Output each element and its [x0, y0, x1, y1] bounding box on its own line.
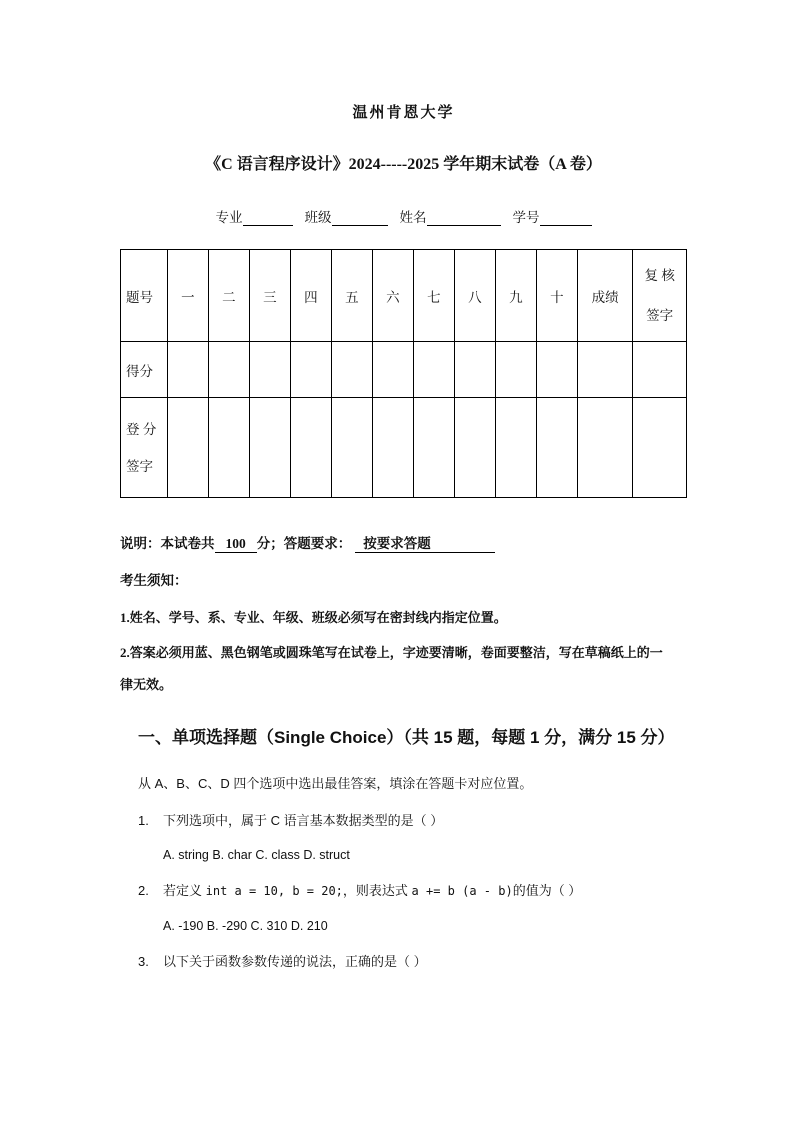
col-header-4: 四: [290, 250, 331, 342]
empty-sign-cell: [577, 398, 632, 498]
sign-label-line2: 签字: [126, 458, 153, 474]
empty-sign-cell: [633, 398, 687, 498]
empty-score-cell: [167, 342, 208, 398]
major-blank-line: [243, 211, 293, 226]
question-3: [138, 944, 687, 979]
empty-score-cell: [495, 342, 536, 398]
empty-sign-cell: [536, 398, 577, 498]
notice-title: 考生须知：: [120, 573, 188, 588]
section-1-intro: 从 A、B、C、D 四个选项中选出最佳答案，填涂在答题卡对应位置。: [138, 776, 533, 791]
empty-score-cell: [290, 342, 331, 398]
question-3-number: 3.: [138, 954, 149, 969]
question-2: [138, 873, 687, 909]
exam-statement-line: [120, 532, 687, 553]
question-2-number: 2.: [138, 883, 149, 898]
empty-sign-cell: [413, 398, 454, 498]
question-1-options: A. string B. char C. class D. struct: [163, 848, 350, 862]
col-header-2: 二: [208, 250, 249, 342]
col-header-5: 五: [331, 250, 372, 342]
empty-sign-cell: [495, 398, 536, 498]
name-blank-line: [427, 211, 501, 226]
empty-sign-cell: [372, 398, 413, 498]
question-2-code-1: int a = 10, b = 20;: [205, 884, 343, 898]
empty-score-cell: [633, 342, 687, 398]
section-1-heading: 一、单项选择题（Single Choice）（共 15 题，每题 1 分，满分 15 分）: [138, 728, 675, 747]
statement-part2: 分；答题要求：: [256, 536, 352, 551]
sign-label-line1: 登 分: [126, 421, 157, 437]
sign-row-label-cell: [121, 398, 168, 498]
question-no-header-cell: 题号: [121, 250, 168, 342]
question-1: [138, 803, 687, 838]
col-header-8: 八: [454, 250, 495, 342]
score-table-sign-row: [121, 398, 687, 498]
answer-requirement: 按要求答题: [355, 532, 495, 553]
col-header-10: 十: [536, 250, 577, 342]
question-list: [138, 803, 687, 979]
question-1-number: 1.: [138, 813, 149, 828]
question-2-code-2: a += b (a - b): [411, 884, 513, 898]
empty-sign-cell: [208, 398, 249, 498]
class-blank-line: [332, 211, 388, 226]
review-signature-header-cell: [633, 250, 687, 342]
statement-part1: 说明：本试卷共: [120, 536, 215, 551]
question-1-text: 下列选项中，属于 C 语言基本数据类型的是（ ）: [163, 813, 444, 828]
score-table-header-row: [121, 250, 687, 342]
empty-score-cell: [577, 342, 632, 398]
empty-sign-cell: [454, 398, 495, 498]
student-id-label: 学号: [512, 210, 540, 225]
major-label: 专业: [215, 210, 243, 225]
question-3-text: 以下关于函数参数传递的说法，正确的是（ ）: [163, 954, 427, 969]
student-id-blank-line: [540, 211, 592, 226]
empty-sign-cell: [290, 398, 331, 498]
empty-score-cell: [249, 342, 290, 398]
total-score-value: 100: [215, 536, 257, 553]
total-score-header-cell: 成绩: [577, 250, 632, 342]
question-2-options: A. -190 B. -290 C. 310 D. 210: [163, 919, 328, 933]
empty-score-cell: [331, 342, 372, 398]
question-2-text-post: 的值为（ ）: [512, 883, 582, 898]
university-name: 温州肯恩大学: [352, 105, 455, 121]
question-2-text-pre: 若定义: [163, 883, 206, 898]
col-header-6: 六: [372, 250, 413, 342]
empty-score-cell: [536, 342, 577, 398]
col-header-1: 一: [167, 250, 208, 342]
empty-score-cell: [454, 342, 495, 398]
exam-title: 《C 语言程序设计》2024-----2025 学年期末试卷（A 卷）: [205, 156, 602, 173]
col-header-3: 三: [249, 250, 290, 342]
notice-item-1: 1.姓名、学号、系、专业、年级、班级必须写在密封线内指定位置。: [120, 610, 507, 625]
empty-sign-cell: [249, 398, 290, 498]
score-row-label-cell: 得分: [121, 342, 168, 398]
student-info-line: [120, 206, 687, 226]
review-header-line1: 复 核: [644, 267, 675, 283]
col-header-9: 九: [495, 250, 536, 342]
notice-item-2: 2.答案必须用蓝、黑色钢笔或圆珠笔写在试卷上，字迹要清晰，卷面要整洁，写在草稿纸上的一律无效。: [120, 645, 663, 692]
empty-sign-cell: [167, 398, 208, 498]
name-label: 姓名: [399, 210, 427, 225]
empty-sign-cell: [331, 398, 372, 498]
score-table-score-row: [121, 342, 687, 398]
col-header-7: 七: [413, 250, 454, 342]
question-2-text: [163, 873, 687, 909]
empty-score-cell: [413, 342, 454, 398]
empty-score-cell: [372, 342, 413, 398]
class-label: 班级: [304, 210, 332, 225]
score-summary-table: [120, 249, 687, 498]
question-2-text-mid: ，则表达式: [342, 883, 412, 898]
review-header-line2: 签字: [646, 307, 674, 323]
empty-score-cell: [208, 342, 249, 398]
